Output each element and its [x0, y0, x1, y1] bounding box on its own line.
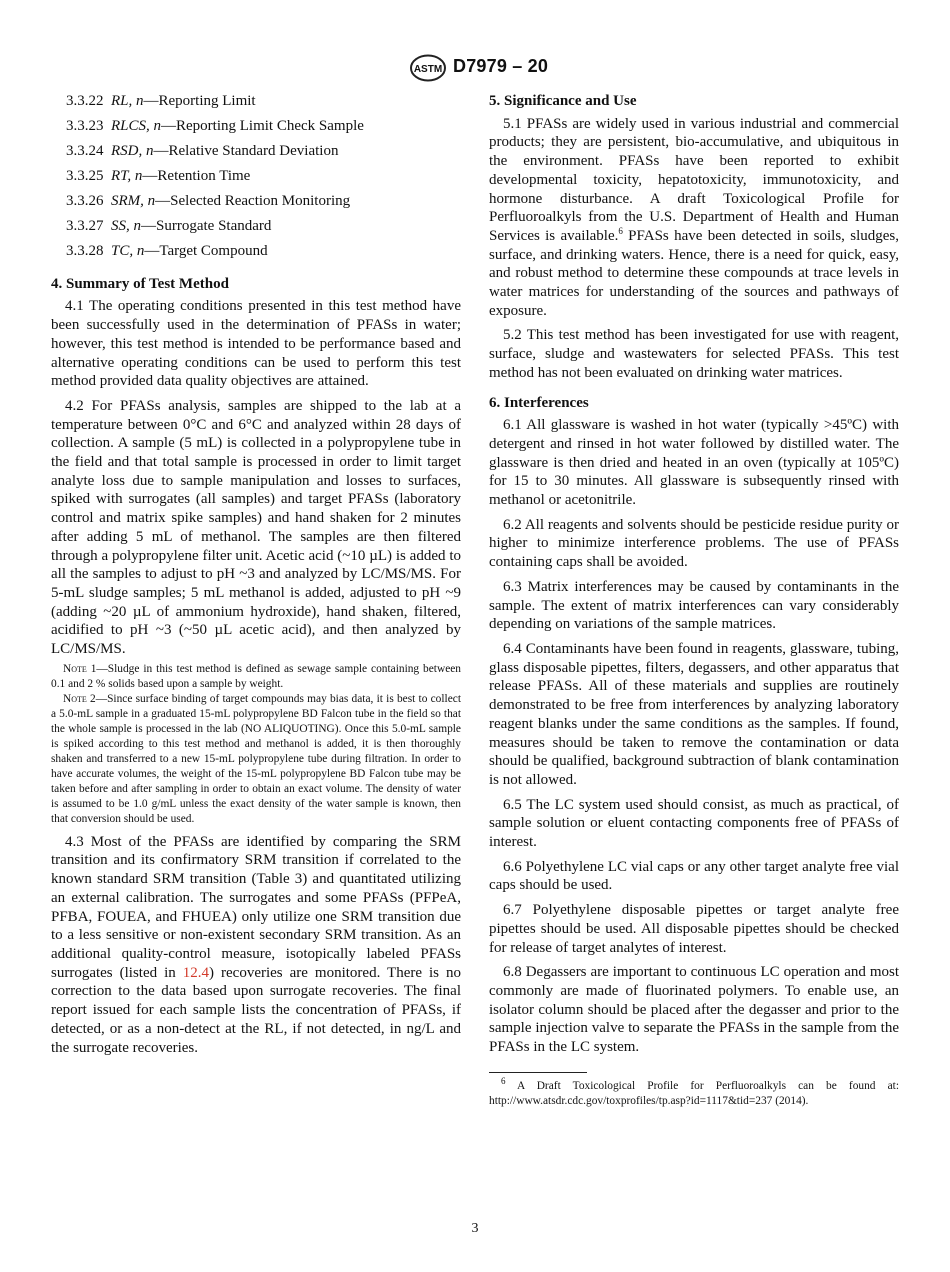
section-5-heading: 5. Significance and Use	[489, 93, 637, 109]
paragraph-6-8: 6.8 Degassers are important to continuous LC operation and most commonly are made of fluorinated polymers. To enable use, an isolator column should be placed after the degasser and prior to the sample injection valve to separate the PFASs in the sample from the PFASs in the LC system.	[489, 964, 899, 1056]
note-1: Note 1—Sludge in this test method is defined as sewage sample containing between 0.1 and 2 % solids based upon a sample by weight.	[51, 662, 461, 690]
definition-item: 3.3.23 RLCS, n—Reporting Limit Check Sample	[66, 118, 364, 134]
paragraph-4-2: 4.2 For PFASs analysis, samples are shipped to the lab at a temperature between 0°C and 6°C and analyzed within 28 days of collection. A sample (5 mL) is collected in a polypropylene tube in the field and that total sample is processed in order to limit target analyte loss due to sample manipulation and losses to surfaces, spiked with surrogates (all samples) and target PFASs (laboratory control and matrix spike samples) and hand shaken for 2 minutes after adding 5 mL of methanol. The samples are then filtered through a polypropylene filter unit. Acetic acid (~10 µL) is added to all the samples to adjust to pH ~3 and analyzed by LC/MS/MS. For 5-mL sludge samples; 5 mL methanol is added, adjusted to pH ~9 (adding ~20 µL of ammonium hydroxide), hand shaken, filtered, acidified to pH ~3 (~50 µL acetic acid), and then analyzed by LC/MS/MS.	[51, 397, 461, 658]
left-column	[51, 92, 461, 1057]
paragraph-4-3: 4.3 Most of the PFASs are identified by comparing the SRM transition and its confirmatory SRM transition if correlated to the known standard SRM transition (Table 3) and quantitated utilizing an external calibration. The surrogates and some PFASs (PFPeA, PFBA, FOUEA, and FHUEA) only utilize one SRM transition due to a less sensitive or non-existent secondary SRM transition. As an additional quality-control measure, isotopically labeled PFASs surrogates (listed in 12.4) recoveries are monitored. There is no correction to the data based upon surrogate recoveries. The final report issued for each sample lists the concentration of PFASs, if detected, or as a non-detect at the RL, if not detected, in ng/L and the surrogate recoveries.	[51, 833, 462, 1056]
definition-item: 3.3.25 RT, n—Retention Time	[66, 168, 251, 184]
paragraph-6-5: 6.5 The LC system used should consist, as much as practical, of sample solution or eluent contacting components free of PFASs of interest.	[489, 796, 899, 851]
note-2-label: Note 2	[63, 692, 96, 705]
right-column	[489, 92, 899, 1109]
footnote-6-marker: 6	[501, 1075, 506, 1086]
definition-item: 3.3.26 SRM, n—Selected Reaction Monitoring	[66, 193, 351, 209]
footnote-divider	[489, 1072, 587, 1073]
paragraph-6-4: 6.4 Contaminants have been found in reagents, glassware, tubing, glass disposable pipettes, filters, degassers, and other apparatus that release PFASs. All of these materials and supplies are routinely demonstrated to be free from interferences by analyzing laboratory reagent blanks under the same conditions as the samples. If found, measures should be taken to remove the contamination or data should be qualified, background subtraction of blank contamination is not allowed.	[489, 640, 899, 788]
paragraph-5-1: 5.1 PFASs are widely used in various industrial and commercial products; they are persistent, bio-accumulative, and ubiquitous in the environment. PFASs have been reported to exhibit developmental toxicity, hepatotoxicity, immunotoxicity, and hormone disturbance. A draft Toxicological Profile for Perfluoroalkyls from the U.S. Department of Health and Human Services is available.$^6$ PFASs have been detected in soils, sludges, surface, and drinking waters. Hence, there is a need for quick, easy, and robust method to determine these compounds at trace levels in water matrices for understanding of the sources and pathways of exposure.	[489, 115, 899, 319]
section-4-heading: 4. Summary of Test Method	[51, 275, 229, 292]
paragraph-6-7: 6.7 Polyethylene disposable pipettes or target analyte free pipettes should be used. All disposable pipettes should be checked for release of target analytes of interest.	[489, 902, 899, 956]
definition-item: 3.3.22 RL, n—Reporting Limit	[66, 93, 256, 109]
definition-item: 3.3.28 TC, n—Target Compound	[66, 243, 268, 259]
page-header	[0, 54, 950, 84]
section-6-heading: 6. Interferences	[489, 394, 589, 411]
footnote-ref-6: 6	[618, 225, 623, 236]
definitions-list	[51, 92, 461, 261]
definition-item: 3.3.27 SS, n—Surrogate Standard	[66, 218, 272, 234]
page-number: 3	[471, 1221, 479, 1236]
paragraph-5-2: 5.2 This test method has been investigated for use with reagent, surface, sludge and wastewaters for selected PFASs. This test method has not been evaluated on drinking water matrices.	[489, 327, 899, 381]
definition-item: 3.3.24 RSD, n—Relative Standard Deviation	[66, 143, 339, 159]
paragraph-6-6: 6.6 Polyethylene LC vial caps or any other target analyte free vial caps should be used.	[489, 858, 899, 894]
astm-logo-icon	[409, 54, 447, 82]
astm-logo-text: ASTM	[413, 64, 443, 75]
footnote-6: $^6$ A Draft Toxicological Profile for Perfluoroalkyls can be found at: http://www.atsdr.cdc.gov/toxprofiles/tp.asp?id=1117&tid=237 (2014).	[489, 1075, 899, 1107]
paragraph-6-2: 6.2 All reagents and solvents should be pesticide residue purity or higher to minimize interference problems. The use of PFASs containing caps shall be avoided.	[489, 516, 899, 571]
paragraph-6-3: 6.3 Matrix interferences may be caused by contaminants in the sample. The extent of matrix interferences can vary considerably depending on variations of the sample matrices.	[489, 578, 899, 633]
paragraph-4-1: 4.1 The operating conditions presented in this test method have been successfully used in the determination of PFASs in water; however, this test method is intended to be performance based and alternative operating conditions can be used to perform this test method provided data quality objectives are attained.	[51, 298, 461, 390]
note-2: Note 2—Since surface binding of target compounds may bias data, it is best to collect a 5.0-mL sample in a graduated 15-mL polypropylene BD Falcon tube in the field so that the whole sample is processed in the lab (NO ALIQUOTING). Once this 5.0-mL sample is spiked according to this test method and methanol is added, it is then thoroughly shaken and transferred to a new 15-mL polypropylene tube during filtration. In order to have accurate volumes, the weight of the 15-mL polypropylene BD Falcon tube may be taken before and after sampling in order to obtain an exact volume. The density of water is assumed to be 1.0 g/mL unless the exact density of the water sample is known, then that conversion should be used.	[51, 692, 461, 825]
section-12-4-link[interactable]: 12.4	[182, 964, 210, 981]
note-1-label: Note 1	[63, 662, 97, 675]
standard-designation: D7979 – 20	[453, 56, 549, 76]
paragraph-6-1: 6.1 All glassware is washed in hot water (typically >45ºC) with detergent and rinsed in hot water followed by distilled water. The glassware is then dried and heated in an oven (typically at 105ºC) for 15 to 30 minutes. All glassware is subsequently rinsed with methanol or acetonitrile.	[489, 417, 899, 509]
